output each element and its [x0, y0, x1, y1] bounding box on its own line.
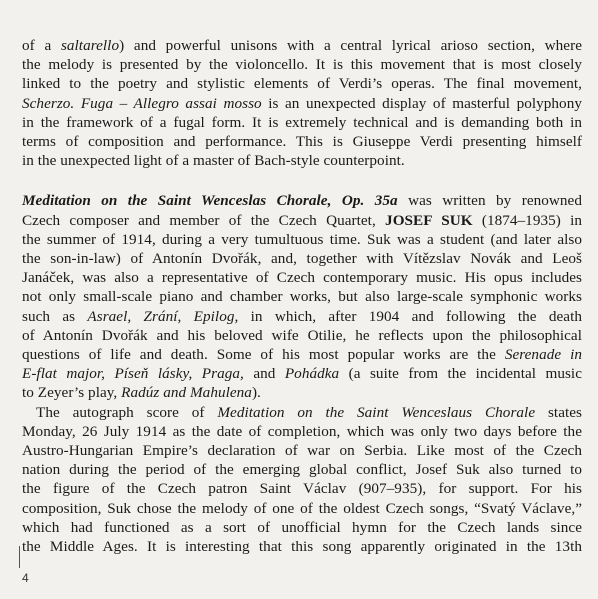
text-run: to Zeyer’s play, — [22, 384, 122, 402]
autograph-paragraph — [22, 403, 582, 557]
text-line — [22, 403, 582, 422]
text-line — [22, 518, 582, 537]
text-line — [22, 55, 582, 74]
text-run: terms of composition and performance. This is Giuseppe Verdi presenting himself — [22, 133, 582, 151]
emphasis-text: Meditation on the Saint Wenceslas Chorale, Op. 35a — [22, 192, 398, 210]
emphasis-text: Serenade in — [504, 346, 582, 364]
emphasis-text: Meditation on the Saint Wenceslaus Chorale — [217, 403, 536, 421]
text-line — [22, 113, 582, 132]
text-line — [22, 499, 582, 518]
emphasis-text: Pohádka — [284, 365, 340, 383]
text-run: in the unexpected light of a master of Bach-style counterpoint. — [22, 152, 405, 170]
page-body — [22, 36, 582, 556]
text-run: (1874–1935) in — [472, 211, 582, 229]
text-line — [22, 36, 582, 55]
emphasis-text: E-flat major, Píseň lásky, Praga, — [22, 365, 244, 383]
text-line — [22, 307, 582, 326]
text-line — [22, 132, 582, 151]
page-number: 4 — [22, 571, 29, 585]
text-line — [22, 422, 582, 441]
text-run: which had functioned as a sort of unofficial hymn for the Czech lands since — [22, 518, 582, 536]
text-run: composition, Suk chose the melody of one of the oldest Czech songs, “Svatý Václave,” — [22, 499, 582, 517]
text-run: ) and powerful unisons with a central lyrical arioso section, where — [119, 37, 582, 54]
text-run: such as — [22, 307, 88, 325]
text-line — [22, 383, 582, 402]
text-run: is an unexpected display of masterful polyphony — [261, 94, 582, 112]
text-run: in the framework of a fugal form. It is extremely technical and is demanding both in — [22, 113, 582, 131]
text-line — [22, 326, 582, 345]
text-run: Austro-Hungarian Empire’s declaration of war on Serbia. Like most of the Czech — [22, 442, 582, 460]
text-run: Monday, 26 July 1914 as the date of completion, which was only two days before the — [22, 422, 582, 440]
text-line — [22, 230, 582, 249]
text-line — [22, 151, 582, 170]
text-run: the summer of 1914, during a very tumultuous time. Suk was a student (and later also — [22, 230, 582, 248]
text-line — [22, 249, 582, 268]
text-run: and — [243, 365, 285, 383]
text-line — [22, 364, 582, 383]
text-run: of Antonín Dvořák and his beloved wife Otilie, he reflects upon the philosophical — [22, 326, 582, 344]
text-line — [22, 74, 582, 93]
text-run: questions of life and death. Some of his most popular works are the — [22, 346, 505, 364]
text-line — [22, 191, 582, 210]
verdi-paragraph — [22, 36, 582, 170]
text-line — [22, 211, 582, 230]
text-run: states — [535, 403, 583, 421]
text-line — [22, 94, 582, 113]
text-run: ). — [251, 384, 261, 402]
text-run: of a — [22, 37, 61, 54]
text-run: Czech composer and member of the Czech Quartet, — [22, 211, 386, 229]
paragraph-gap — [22, 170, 582, 191]
text-run: (a suite from the incidental music — [339, 365, 582, 383]
text-run: the melody is presented by the violoncello. It is this movement that is most closely — [22, 56, 582, 74]
text-run: nation during the period of the emerging global conflict, Josef Suk also turned to — [22, 461, 582, 479]
text-line — [22, 345, 582, 364]
text-run: not only small-scale piano and chamber works, but also large-scale symphonic works — [22, 288, 582, 306]
emphasis-text: Radúz and Mahulena — [121, 384, 252, 402]
text-line — [22, 460, 582, 479]
text-run: was written by renowned — [397, 192, 582, 210]
text-run: the son-in-law) of Antonín Dvořák, and, together with Vítězslav Novák and Leoš — [22, 250, 582, 268]
emphasis-text: Scherzo. Fuga – Allegro assai mosso — [22, 94, 262, 112]
text-line — [22, 479, 582, 498]
text-run: linked to the poetry and stylistic elements of Verdi’s operas. The final movement, — [22, 75, 582, 93]
emphasis-text: saltarello — [60, 37, 120, 54]
folio-rule — [19, 546, 20, 568]
suk-paragraph — [22, 191, 582, 402]
text-line — [22, 287, 582, 306]
emphasis-text: JOSEF SUK — [385, 211, 473, 229]
text-run: in which, after 1904 and following the death — [238, 307, 582, 325]
text-line — [22, 268, 582, 287]
text-run: The autograph score of — [36, 403, 218, 421]
emphasis-text: Asrael, Zrání, Epilog, — [87, 307, 239, 325]
text-line — [22, 441, 582, 460]
text-run: the figure of the Czech patron Saint Václav (907–935), for support. For his — [22, 480, 582, 498]
text-run: the Middle Ages. It is interesting that this song apparently originated in the 13th — [22, 538, 582, 556]
text-run: Janáček, was also a representative of Czech contemporary music. His opus includes — [22, 269, 582, 287]
text-line — [22, 537, 582, 556]
